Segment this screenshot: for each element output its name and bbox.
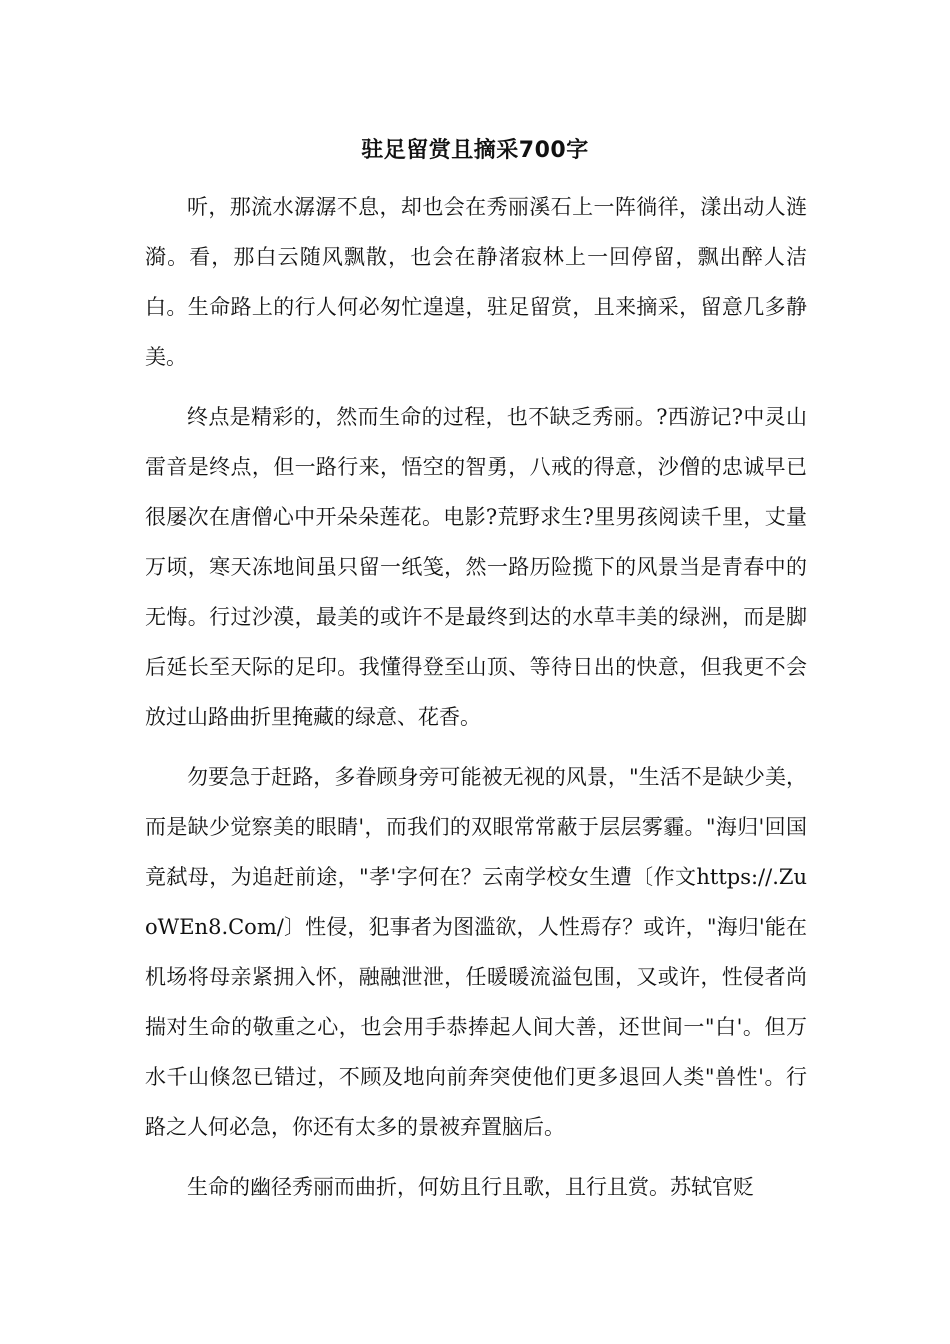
paragraph-4: 生命的幽径秀丽而曲折，何妨且行且歌，且行且赏。苏轼官贬 [187, 1175, 754, 1199]
paragraph-3: 勿要急于赶路，多眷顾身旁可能被无视的风景，"生活不是缺少美，而是缺少觉察美的眼睛'，而我们的双眼常常蔽于层层雾霾。"海归'回国竟弑母，为追赶前途，"孝'字何在？云南学校女生遭〔作文https://.ZuoWEn8.Com/〕性侵，犯事者为图滥欲，人性焉存？或许，"海归'能在机场将母亲紧拥入怀，融融泄泄，任暖暖流溢包围，又或许，性侵者尚揣对生命的敬重之心，也会用手恭捧起人间大善，还世间一"白'。但万水千山倏忽已错过，不顾及地向前奔突使他们更多退回人类"兽性'。行路之人何必急，你还有太多的景被弃置脑后。 [145, 765, 807, 1139]
document-title: 驻足留赏且摘采700字 [361, 138, 589, 163]
document-body [145, 182, 807, 1222]
paragraph-2: 终点是精彩的，然而生命的过程，也不缺乏秀丽。?西游记?中灵山雷音是终点，但一路行来，悟空的智勇，八戒的得意，沙僧的忠诚早已很屡次在唐僧心中开朵朵莲花。电影?荒野求生?里男孩阅读千里，丈量万顷，寒天冻地间虽只留一纸笺，然一路历险揽下的风景当是青春中的无悔。行过沙漠，最美的或许不是最终到达的水草丰美的绿洲，而是脚后延长至天际的足印。我懂得登至山顶、等待日出的快意，但我更不会放过山路曲折里掩藏的绿意、花香。 [145, 405, 807, 729]
paragraph-1: 听，那流水潺潺不息，却也会在秀丽溪石上一阵徜徉，漾出动人涟漪。看，那白云随风飘散，也会在静渚寂林上一回停留，飘出醉人洁白。生命路上的行人何必匆忙遑遑，驻足留赏，且来摘采，留意几多静美。 [145, 195, 807, 369]
